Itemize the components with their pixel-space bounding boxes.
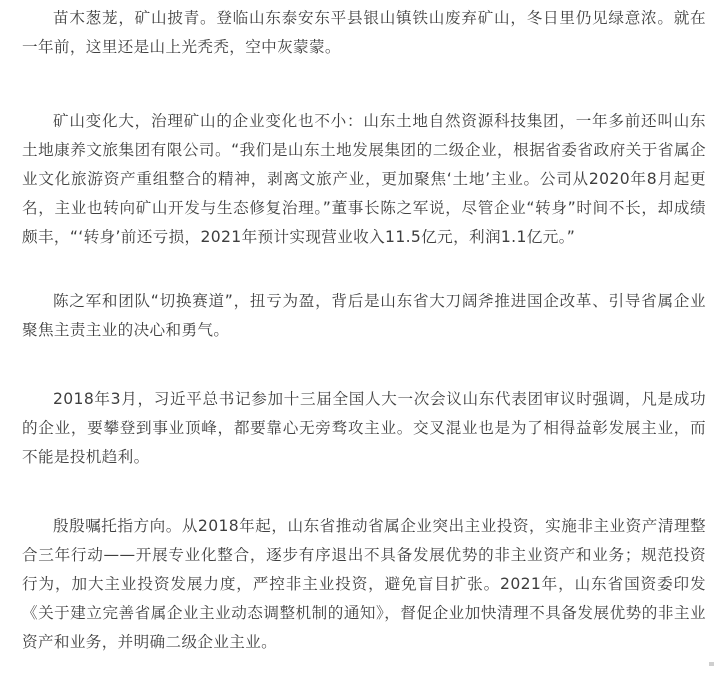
paragraph-reform-measures: 殷殷嘱托指方向。从2018年起，山东省推动省属企业突出主业投资，实施非主业资产清理整合三年行动——开展专业化整合，逐步有序退出不具备发展优势的非主业资产和业务；规范投资行为，加大主业投资发展力度，严控非主业投资，避免盲目扩张。2021年，山东省国资委印发《关于建立完善省属企业主业动态调整机制的通知》，督促企业加快清理不具备发展优势的非主业资产和业务，并明确二级企业主业。 — [22, 517, 706, 651]
paragraph-team-turnaround: 陈之军和团队“切换赛道”，扭亏为盈，背后是山东省大刀阔斧推进国企改革、引导省属企业聚焦主责主业的决心和勇气。 — [22, 292, 706, 339]
paragraph-main-business-instruction: 2018年3月，习近平总书记参加十三届全国人大一次会议山东代表团审议时强调，凡是成功的企业，要攀登到事业顶峰，都要靠心无旁骛攻主业。交叉混业也是为了相得益彰发展主业，而不能是投机趋利。 — [22, 390, 706, 466]
corner-mark — [709, 662, 714, 666]
paragraph-company-transformation: 矿山变化大，治理矿山的企业变化也不小：山东土地自然资源科技集团，一年多前还叫山东土地康养文旅集团有限公司。“我们是山东土地发展集团的二级企业，根据省委省政府关于省属企业文化旅游资产重组整合的精神，剥离文旅产业，更加聚焦‘土地’主业。公司从2020年8月起更名，主业也转向矿山开发与生态修复治理。”董事长陈之军说，尽管企业“转身”时间不长，却成绩颇丰，“‘转身’前还亏损，2021年预计实现营业收入11.5亿元，利润1.1亿元。” — [22, 112, 706, 246]
paragraph-mine-greening: 苗木葱茏，矿山披青。登临山东泰安东平县银山镇铁山废弃矿山，冬日里仍见绿意浓。就在一年前，这里还是山上光秃秃，空中灰蒙蒙。 — [22, 9, 706, 56]
